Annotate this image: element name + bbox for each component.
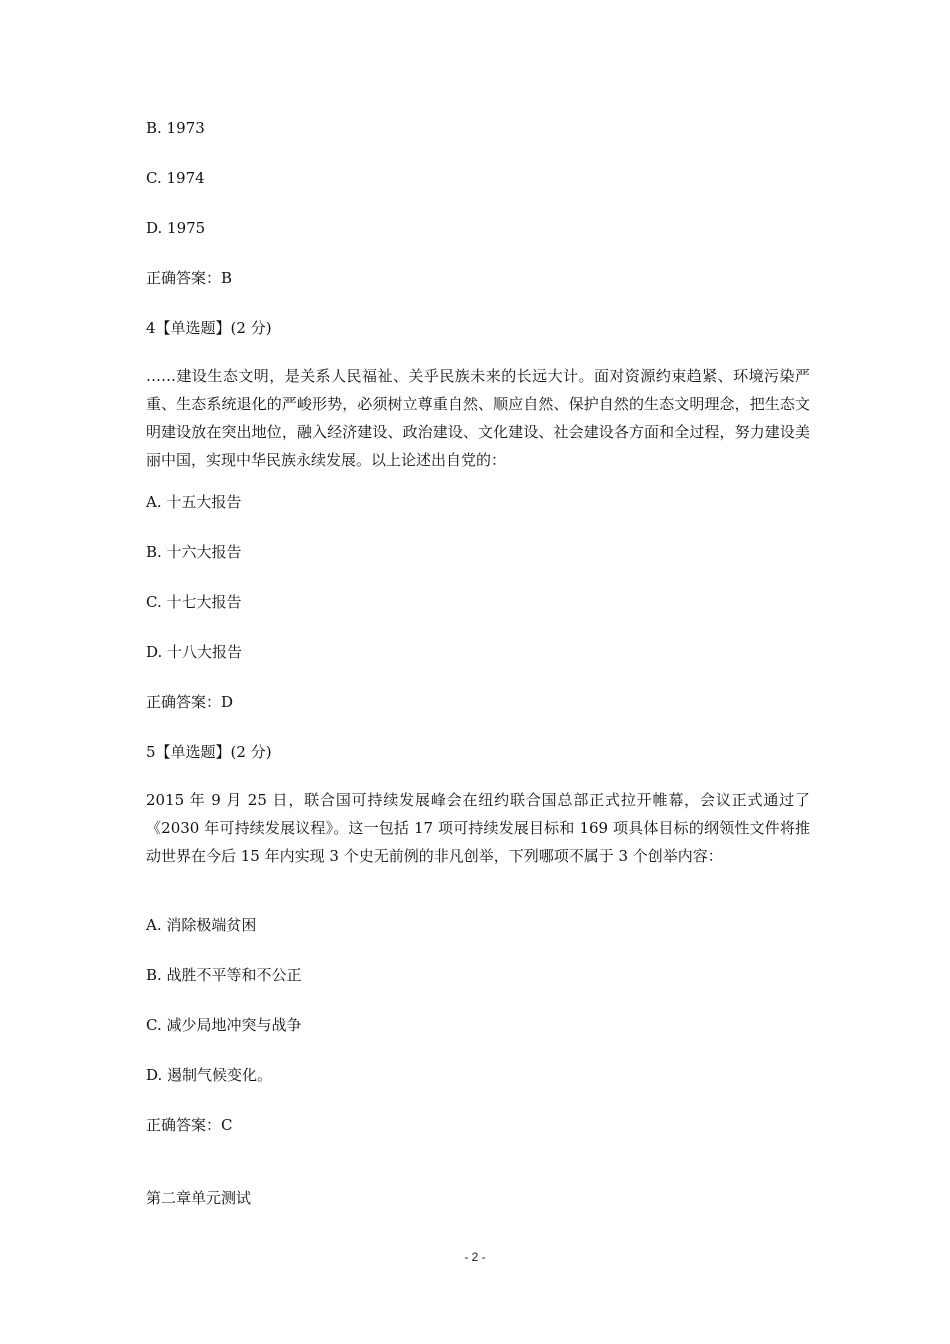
- q5-option-a: A. 消除极端贫困: [146, 916, 257, 934]
- q3-correct-answer: 正确答案：B: [146, 269, 233, 287]
- q4-option-d: D. 十八大报告: [146, 643, 243, 661]
- q3-option-b: B. 1973: [146, 119, 205, 137]
- q5-option-c: C. 减少局地冲突与战争: [146, 1016, 302, 1034]
- q5-correct-answer: 正确答案：C: [146, 1116, 233, 1134]
- q5-option-d: D. 遏制气候变化。: [146, 1066, 273, 1084]
- q4-option-a: A. 十五大报告: [146, 493, 242, 511]
- section-title: 第二章单元测试: [146, 1189, 252, 1207]
- q5-header: 5【单选题】(2 分): [146, 743, 272, 761]
- q4-correct-answer: 正确答案：D: [146, 693, 234, 711]
- q5-option-b: B. 战胜不平等和不公正: [146, 966, 302, 984]
- q3-option-d: D. 1975: [146, 219, 206, 237]
- q4-header: 4【单选题】(2 分): [146, 319, 272, 337]
- q3-option-c: C. 1974: [146, 169, 205, 187]
- q5-stem: 2015 年 9 月 25 日，联合国可持续发展峰会在纽约联合国总部正式拉开帷幕，会议正式通过了《2030 年可持续发展议程》。这一包括 17 项可持续发展目标和 169 项具体目标的纲领性文件将推动世界在今后 15 年内实现 3 个史无前例的非凡创举，下列哪项不属于 3 个创举内容：: [146, 791, 810, 865]
- page-number: - 2 -: [464, 1250, 486, 1264]
- q4-option-c: C. 十七大报告: [146, 593, 242, 611]
- q4-option-b: B. 十六大报告: [146, 543, 242, 561]
- q4-stem: ……建设生态文明，是关系人民福祉、关乎民族未来的长远大计。面对资源约束趋紧、环境污染严重、生态系统退化的严峻形势，必须树立尊重自然、顺应自然、保护自然的生态文明理念，把生态文明建设放在突出地位，融入经济建设、政治建设、文化建设、社会建设各方面和全过程，努力建设美丽中国，实现中华民族永续发展。以上论述出自党的：: [146, 367, 810, 469]
